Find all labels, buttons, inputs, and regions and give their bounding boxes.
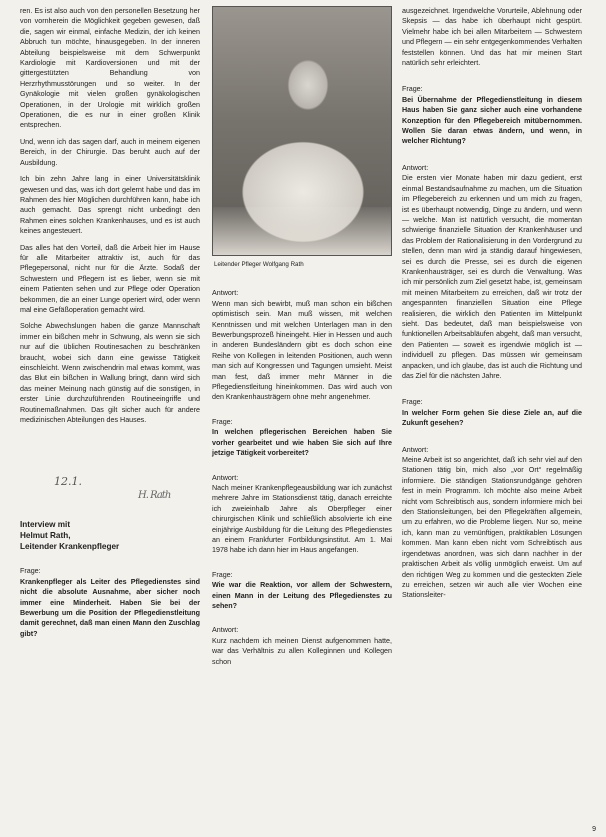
question-label: Frage: bbox=[212, 570, 233, 579]
photo-caption: Leitender Pfleger Wolfgang Rath bbox=[214, 261, 304, 268]
question-text: In welchen pflegerischen Bereichen haben Sie vorher gearbeitet und wie haben Sie sich auf Ihre jetzige Tätigkeit vorbereitet? bbox=[212, 428, 392, 458]
column-right bbox=[402, 6, 582, 831]
answer-label: Antwort: bbox=[402, 445, 429, 454]
question-text: Krankenpfleger als Leiter des Pflegedienstes sind nicht die absolute Ausnahme, aber sicher noch immer eine Minderheit. Haben Sie bei der Bewerbung um die Position der Pflegedienstleitung damit gerechnet, daß man einen Mann den Zuschlag gibt? bbox=[20, 577, 200, 638]
answer-text: Wenn man sich bewirbt, muß man schon ein bißchen optimistisch sein. Man muß wissen, mit welchen Kenntnissen und mit welchen Unterlagen man in den Bewerbungsprozeß hineingeht. Hier in Hessen und auch in anderen Bundesländern gibt es doch schon eine Reihe von Kollegen in leitenden Positionen, auch wenn man sich auf Kongressen und Tagungen umsieht. Meist man fest, daß immer mehr Männer in die Pflegedienstleitung hineinkommen. Das wird auch von den Krankenhausträgern ohne mehr angenehmer. bbox=[212, 299, 392, 402]
answer-text: Kurz nachdem ich meinen Dienst aufgenommen hatte, war das Verhältnis zu allen Kolleginnen und Kollegen schon bbox=[212, 636, 392, 666]
signature-block bbox=[20, 471, 200, 519]
answer-label: Antwort: bbox=[402, 163, 429, 172]
handwritten-initials: 12.1. bbox=[54, 475, 82, 489]
question-text: Bei Übernahme der Pflegedienstleitung in diesem Haus haben Sie ganz sicher auch eine vorhandene Konzeption für den Pflegebereich mitübernommen. Wollen Sie daran etwas ändern, und wenn, in welcher Richtung? bbox=[402, 95, 582, 146]
portrait-photo bbox=[212, 6, 392, 256]
body-paragraph: Das alles hat den Vorteil, daß die Arbeit hier im Hause für alle Mitarbeiter attraktiv ist, auch für das Pflegepersonal, nicht nur für die Ärzte. Sodaß der Schwestern und Pflegern ist es lieber, wenn sie mit einem Patienten sehen und zur Pflege oder Operation bekommen, die an einer Lunge operiert wird, oder wenn mal eine Gefäßoperation gemacht wird. bbox=[20, 243, 200, 314]
answer-text: Nach meiner Krankenpflegeausbildung war ich zunächst mehrere Jahre im Stationsdienst tätig, danach erreichte ich zweieinhalb Jahre als Oberpfleger einer chirurgischen Klinik und schließlich absolvierte ich eine einjährige Ausbildung für die Leitung des Pflegedienstes an einem Frankfurter Fortbildungsinstitut. Am 1. Mai 1978 habe ich dann hier im Haus angefangen. bbox=[212, 483, 392, 555]
question-label: Frage: bbox=[212, 417, 233, 426]
spacer bbox=[20, 431, 200, 471]
answer-label: Antwort: bbox=[212, 289, 239, 298]
column-middle bbox=[212, 6, 392, 831]
question-label: Frage: bbox=[20, 567, 41, 576]
question-text: Wie war die Reaktion, vor allem der Schwestern, einen Mann in der Leitung des Pflegedienstes zu sehen? bbox=[212, 581, 392, 610]
interview-title-line: Helmut Rath, bbox=[20, 531, 71, 541]
interview-title-line: Leitender Krankenpfleger bbox=[20, 542, 120, 552]
question-label: Frage: bbox=[402, 85, 423, 94]
answer-label: Antwort: bbox=[212, 473, 239, 482]
body-paragraph: Ich bin zehn Jahre lang in einer Universitätsklinik gewesen und das, was ich dort gelernt habe und das im Rahmen des hier Möglichen durchführen kann, habe ich auch gemacht. Das sprengt nicht unbedingt den Rahmen eines solchen Krankenhauses, und es ist auch keines angesteuert. bbox=[20, 175, 200, 236]
answer-label: Antwort: bbox=[212, 626, 239, 635]
body-paragraph: Solche Abwechslungen haben die ganze Mannschaft immer ein bißchen mehr in Schwung, als wenn sie sich nur auf die üblichen Routinesachen zu beschränken braucht, wobei sich dann eine gewisse Tätigkeit einschleicht. Wenn zwischendrin mal etwas kommt, was das Blut ein bißchen in Wallung bringt, dann wird sich das meiner Meinung nach günstig auf die sonstigen, in erster Linie durchzuführenden Routineeingriffe und Routinemaßnahmen. Das gilt sicher auch für andere medizinischen Abteilungen des Hauses. bbox=[20, 322, 200, 425]
body-paragraph: ren. Es ist also auch von den personellen Besetzung her von vornherein die Möglichkeit gegeben gewesen, daß die, sagen wir einmal, einfache Medizin, der ich keinen Abbruch tun möchte, hinausgegeben. In der inneren Abteilung beispielsweise mit dem Schwerpunkt Kardiologie mit Kardioversionen und mit der gittergestützten Behandlung von Herzrhythmusstörungen und so weiter. In der Gynäkologie mit vielen großen gynäkologischen Operationen, in der Urologie mit wirklich großen Operationen, die es nur in einer großen Klinik entsprechen. bbox=[20, 7, 200, 130]
question-label: Frage: bbox=[402, 398, 423, 407]
question-text: In welcher Form gehen Sie diese Ziele an, auf die Zukunft gesehen? bbox=[402, 408, 582, 428]
interview-title-line: Interview mit bbox=[20, 520, 71, 530]
page-number: 9 bbox=[592, 826, 596, 833]
column-left bbox=[20, 6, 200, 831]
handwritten-signature: H. Rath bbox=[138, 490, 171, 502]
body-paragraph: ausgezeichnet. Irgendwelche Vorurteile, Ablehnung oder Skepsis — das habe ich überhaupt nicht gespürt. Vielmehr habe ich bei allen Mitarbeitern — Schwestern und Pflegern — ein sehr entgegenkommendes Verhalten feststellen können. Und das hat mir meinen Start natürlich sehr erleichtert. bbox=[402, 7, 582, 68]
body-paragraph: Und, wenn ich das sagen darf, auch in meinem eigenen Bereich, in der Chirurgie. Das beruht auch auf der Ausbildung. bbox=[20, 137, 200, 167]
answer-text: Die ersten vier Monate haben mir dazu gedient, erst einmal Bestandsaufnahme zu machen, um die Situation im Pflegebereich zu erkennen und um mich zu fragen, ist es überhaupt notwendig, Dinge zu ändern, und wenn — welche. Man ist natürlich versucht, die momentan schwierige finanzielle Situation der Krankenhäuser und das Problem der Rationalisierung in den Vordergrund zu stellen, denn man wird ja ständig darauf hingewiesen, sei es durch die Presse, sei es durch die eigenen Krankenhausträger, sei es durch die Verwaltung. Was ich mir persönlich zum Ziel gesetzt habe, ist, gemeinsam mit meinen Mitarbeitern zu erreichen, daß wir trotz der angespannten finanziellen Situation eine Pflege realisieren, die wirklich den Patienten im Mittelpunkt sieht. Das bedeutet, daß man beispielsweise von funktionellen Arbeitsabläufen abgeht, daß man versucht, den Patienten — soweit es irgendwie möglich ist — individuell zu pflegen. Das müssen wir gemeinsam anpacken, und ich glaube, das ist auch die Richtung und das Ziel für die nächsten Jahre. bbox=[402, 174, 582, 380]
interview-title bbox=[20, 519, 200, 552]
answer-text: Meine Arbeit ist so angerichtet, daß ich sehr viel auf den Stationen tätig bin, mich also „vor Ort“ regelmäßig informiere. Die ständigen Stationsrundgänge gehören fest in mein Programm. Ich möchte also meine Arbeit nicht vom Schreibtisch aus, sondern informiere mich bei den Stationsleitungen, bei den Pflegekräften allgemein, um zu erfahren, wo die Probleme liegen. Nur so, meine ich, kann man zu vernünftigen, praktikablen Lösungen kommen. Man kann eben nicht vom Schreibtisch aus irgendetwas anordnen, was sich dann nachher in der praktischen Arbeit als völlig unmöglich erweist. Um auf den richtigen Weg zu kommen und die gesteckten Ziele zu erreichen, setzen wir auch alle vier Wochen eine Stationsleiter- bbox=[402, 456, 582, 600]
